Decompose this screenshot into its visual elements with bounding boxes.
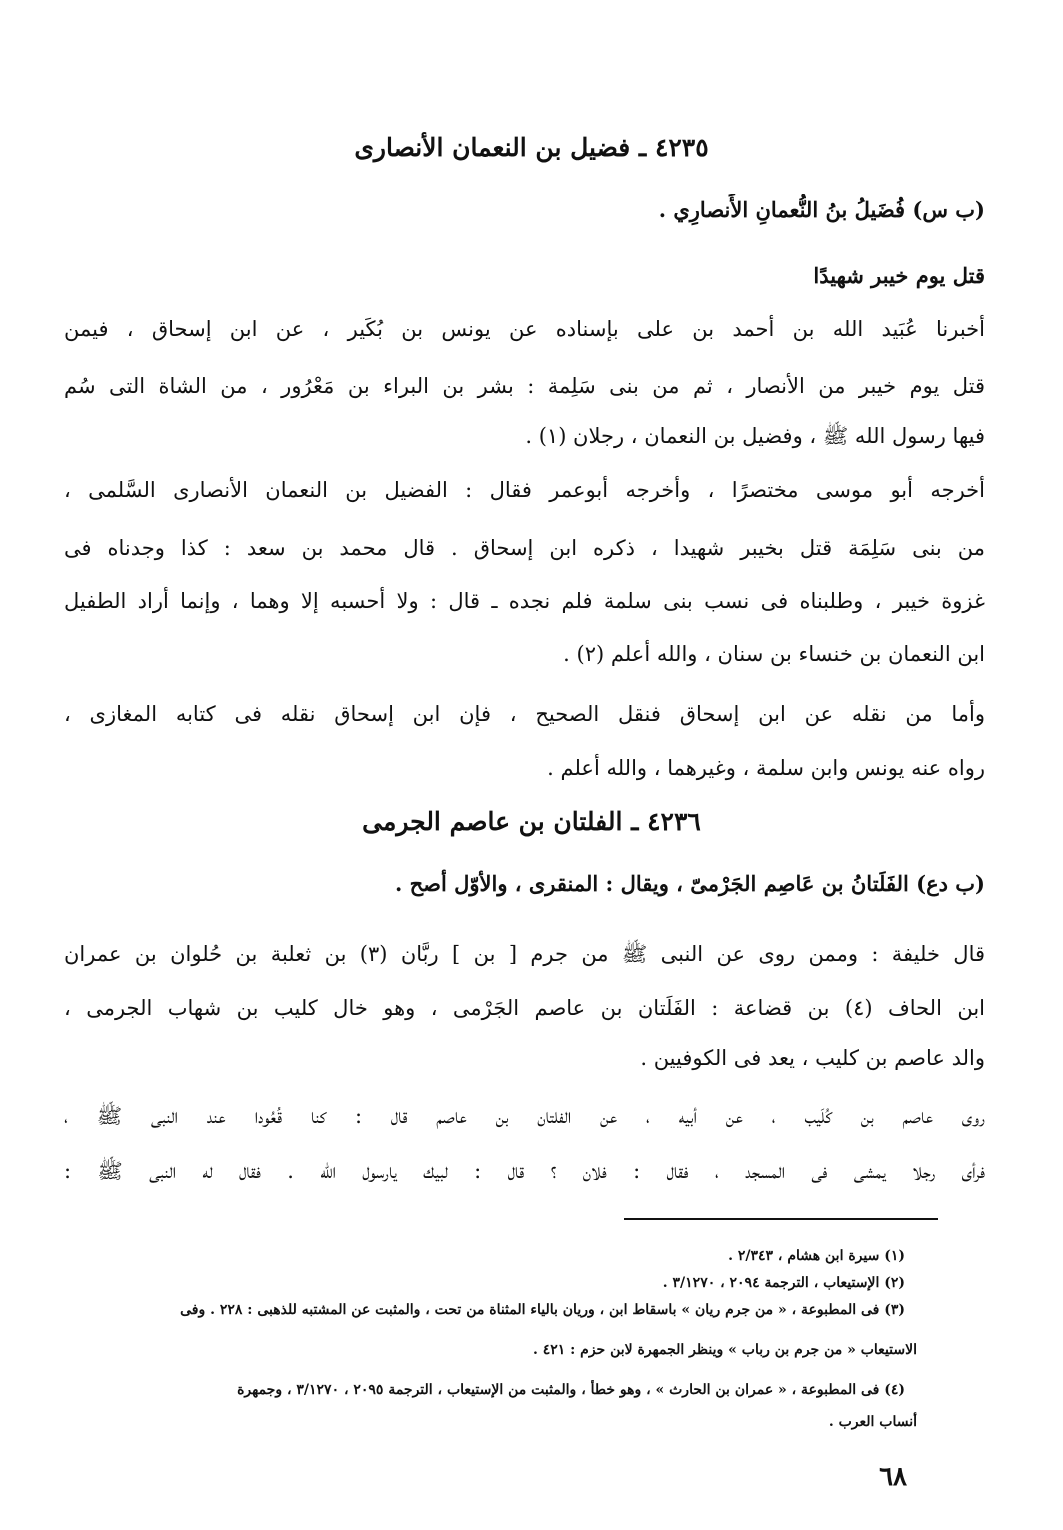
- entry-heading-4235: ٤٢٣٥ ـ فضيل بن النعمان الأنصارى: [354, 133, 709, 162]
- text-line: غزوة خيبر ، وطلبناه فى نسب بنى سلمة فلم نجده ـ قال : ولا أحسبه إلا وهما ، وإنما أراد الطفيل: [64, 589, 985, 613]
- text-line: أخرجه أبو موسى مختصرًا ، وأخرجه أبوعمر فقال : الفضيل بن النعمان الأنصارى السَّلمى ،: [64, 478, 985, 502]
- text-line: فيها رسول الله ﷺ ، وفضيل بن النعمان ، رجلان (١) .: [525, 424, 985, 448]
- text-line: رواه عنه يونس وابن سلمة ، وغيرهما ، والله أعلم .: [547, 756, 985, 780]
- text-line: قتل يوم خيبر من الأنصار ، ثم من بنى سَلِمة : بشر بن البراء بن مَعْرُور ، من الشاة التى سُم: [64, 374, 985, 398]
- footnote-3-continued: الاستيعاب « من جرم بن رباب » وينظر الجمهرة لابن حزم : ٤٢١ .: [532, 1342, 917, 1358]
- footnote-3: (٣) فى المطبوعة ، « من جرم ريان » باسقاط ابن ، وريان بالياء المثناة من تحت ، والمثبت عن المشتبه للذهبى : ٢٢٨ . وفى: [180, 1302, 905, 1318]
- text-line: ابن الحاف (٤) بن قضاعة : الفَلَتان بن عاصم الجَرْمى ، وهو خال كليب بن شهاب الجرمى ،: [64, 996, 985, 1020]
- text-line: قال خليفة : وممن روى عن النبى ﷺ من جرم [ بن ] ربَّان (٣) بن ثعلبة بن حُلوان بن عمران: [64, 942, 985, 966]
- footnote-1: (١) سيرة ابن هشام ، ٢/٣٤٣ .: [728, 1248, 905, 1264]
- entry-heading-4236: ٤٢٣٦ ـ الفلتان بن عاصم الجرمى: [362, 807, 701, 836]
- entry-name-line: (ب دع) الفَلَتانُ بن عَاصِم الجَرْمىّ ، ويقال : المنقرى ، والأوّل أصح .: [394, 871, 985, 896]
- footnote-2: (٢) الإستيعاب ، الترجمة ٢٠٩٤ ، ٣/١٢٧٠ .: [662, 1275, 905, 1291]
- text-line: قتل يوم خيبر شهيدًا: [813, 263, 985, 288]
- text-line: فرأى رجلا يمشى فى المسجد ، فقال : فلان ؟ قال : لبيك يارسول الله . فقال له النبى ﷺ :: [64, 1159, 985, 1183]
- text-line: أخبرنا عُبَيد الله بن أحمد بن على بإسناده عن يونس بن بُكَير ، عن ابن إسحاق ، فيمن: [64, 317, 985, 341]
- text-line: وأما من نقله عن ابن إسحاق فنقل الصحيح ، فإن ابن إسحاق نقله فى كتابه المغازى ،: [64, 702, 985, 726]
- footnote-4-continued: أنساب العرب .: [828, 1414, 917, 1430]
- text-line: من بنى سَلِمَة قتل بخيبر شهيدا ، ذكره ابن إسحاق . قال محمد بن سعد : كذا وجدناه فى: [64, 536, 985, 560]
- text-line: والد عاصم بن كليب ، يعد فى الكوفيين .: [640, 1046, 985, 1070]
- page-number: ٦٨: [879, 1462, 907, 1492]
- footnote-4: (٤) فى المطبوعة ، « عمران بن الحارث » ، وهو خطأ ، والمثبت من الإستيعاب ، الترجمة ٢٠٩٥ ، ٣/١٢٧٠ ، وجمهرة: [237, 1382, 905, 1398]
- text-line: روى عاصم بن كُلَيب ، عن أبيه ، عن الفلتان بن عاصم قال : كنا قُعُودا عند النبى ﷺ ،: [64, 1104, 985, 1128]
- footnote-divider: [624, 1218, 938, 1220]
- text-line: ابن النعمان بن خنساء بن سنان ، والله أعلم (٢) .: [563, 642, 985, 666]
- entry-name-line: (ب س) فُضَيلُ بنُ النُّعمانِ الأَنصارِي .: [658, 197, 985, 222]
